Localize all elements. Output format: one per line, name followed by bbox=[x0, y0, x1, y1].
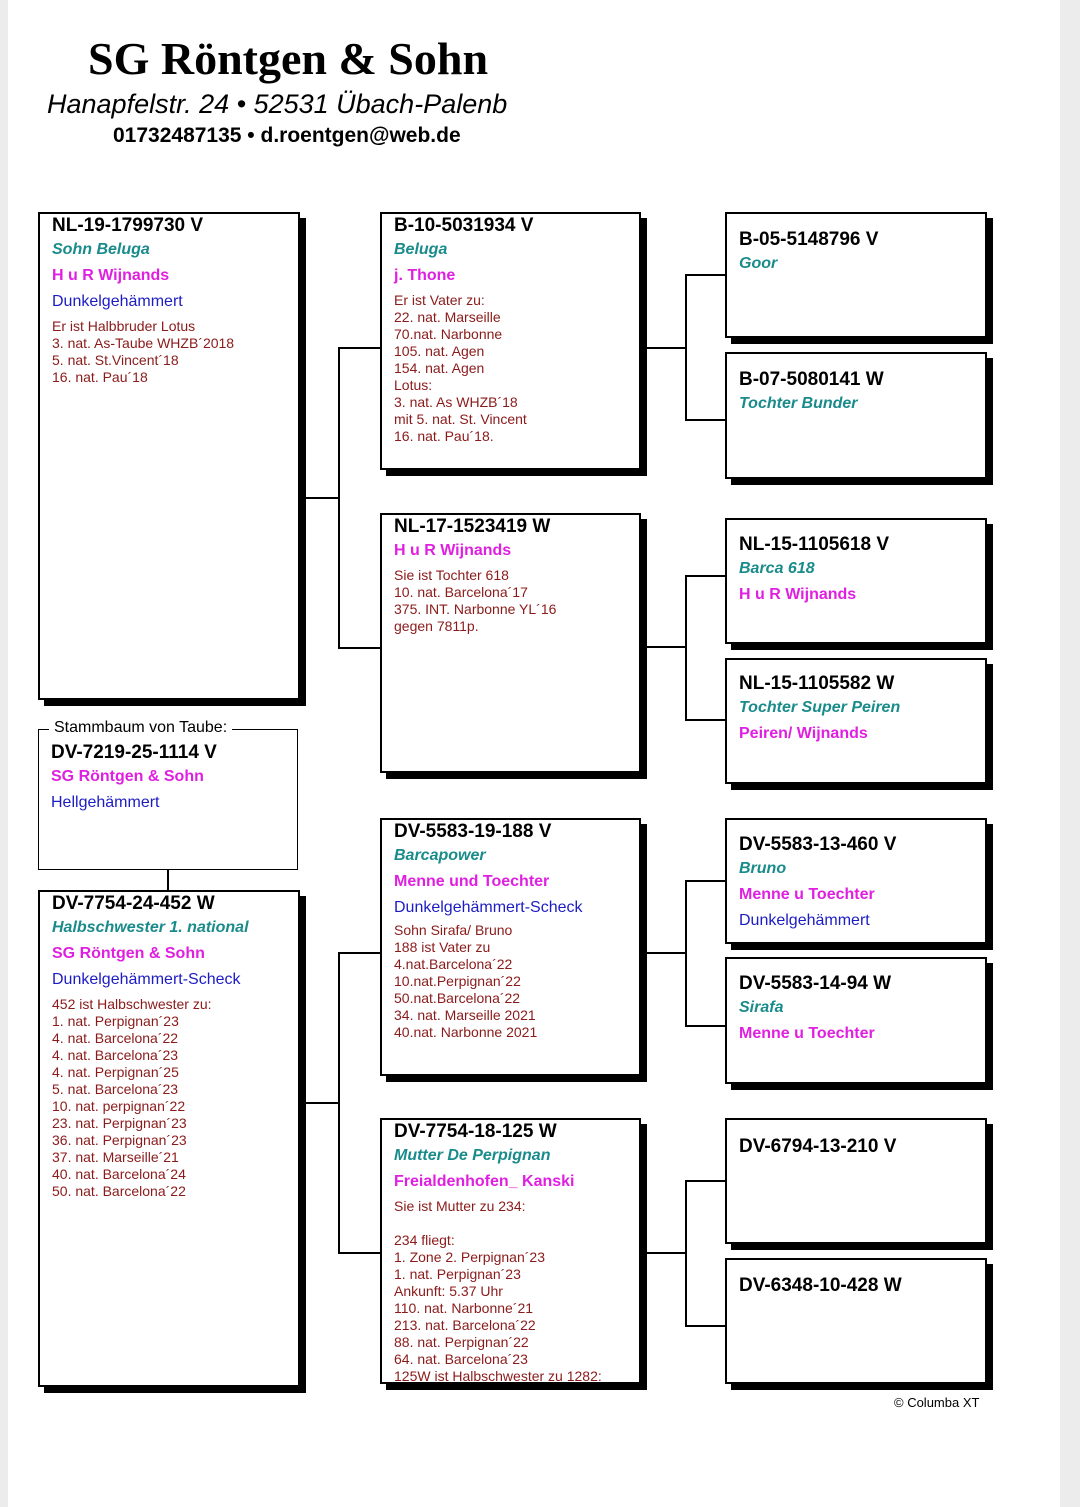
note-line: 3. nat. As-Taube WHZB´2018 bbox=[52, 335, 235, 351]
note-line: 64. nat. Barcelona´23 bbox=[394, 1351, 528, 1367]
ring-number: DV-6794-13-210 V bbox=[739, 1136, 897, 1157]
note-line: Er ist Vater zu: bbox=[394, 292, 485, 308]
ring-number: DV-7754-24-452 W bbox=[52, 893, 215, 914]
ring-number: DV-7754-18-125 W bbox=[394, 1121, 557, 1142]
connector-line bbox=[685, 880, 727, 882]
note-line: 70.nat. Narbonne bbox=[394, 326, 503, 342]
connector-line bbox=[685, 575, 727, 577]
note-line: Lotus: bbox=[394, 377, 433, 393]
note-line: 23. nat. Perpignan´23 bbox=[52, 1115, 187, 1131]
pigeon-box-mother-dam bbox=[380, 1118, 641, 1384]
connector-line bbox=[685, 1180, 727, 1182]
note-line bbox=[394, 1215, 639, 1232]
performance-notes bbox=[394, 292, 639, 445]
note-line: 88. nat. Perpignan´22 bbox=[394, 1334, 529, 1350]
pigeon-box-father bbox=[38, 212, 300, 700]
note-line: 5. nat. Barcelona´23 bbox=[52, 1081, 179, 1097]
pigeon-name: Tochter Bunder bbox=[739, 395, 858, 412]
performance-notes bbox=[394, 1198, 639, 1384]
connector-line bbox=[338, 347, 340, 648]
note-line: 375. INT. Narbonne YL´16 bbox=[394, 601, 557, 617]
note-line: 3. nat. As WHZB´18 bbox=[394, 394, 518, 410]
connector-line bbox=[685, 880, 687, 1026]
note-line: 4.nat.Barcelona´22 bbox=[394, 956, 513, 972]
connector-line bbox=[685, 1325, 727, 1327]
pigeon-name: Barca 618 bbox=[739, 560, 815, 577]
copyright: © Columba XT bbox=[894, 1395, 980, 1410]
ring-number: NL-15-1105618 V bbox=[739, 534, 889, 555]
note-line: 110. nat. Narbonne´21 bbox=[394, 1300, 534, 1316]
pigeon-box-father-sire bbox=[380, 212, 641, 470]
pigeon-box-fff bbox=[725, 212, 987, 338]
note-line: 16. nat. Pau´18. bbox=[394, 428, 494, 444]
connector-line bbox=[299, 497, 339, 499]
pigeon-name: Mutter De Perpignan bbox=[394, 1147, 551, 1164]
breeder: j. Thone bbox=[394, 267, 456, 284]
note-line: 1. Zone 2. Perpignan´23 bbox=[394, 1249, 545, 1265]
note-line: 50.nat.Barcelona´22 bbox=[394, 990, 521, 1006]
pigeon-name: Sirafa bbox=[739, 999, 784, 1016]
connector-line bbox=[640, 1252, 686, 1254]
note-line: 34. nat. Marseille 2021 bbox=[394, 1007, 536, 1023]
ring-number: NL-19-1799730 V bbox=[52, 215, 204, 236]
ring-number: NL-17-1523419 W bbox=[394, 516, 551, 537]
pigeon-box-subject bbox=[38, 729, 298, 870]
subject-label: Stammbaum von Taube: bbox=[49, 719, 232, 737]
breeder: Menne u Toechter bbox=[739, 1025, 875, 1042]
connector-line bbox=[685, 1180, 687, 1326]
note-line: 5. nat. St.Vincent´18 bbox=[52, 352, 179, 368]
pigeon-name: Barcapower bbox=[394, 847, 486, 864]
plumage-color: Dunkelgehämmert bbox=[739, 912, 870, 929]
connector-line bbox=[338, 347, 382, 349]
connector-line bbox=[640, 347, 686, 349]
note-line: Sie ist Mutter zu 234: bbox=[394, 1198, 526, 1214]
performance-notes bbox=[52, 318, 298, 386]
note-line: 10.nat.Perpignan´22 bbox=[394, 973, 521, 989]
connector-line bbox=[685, 274, 727, 276]
breeder: H u R Wijnands bbox=[394, 542, 512, 559]
note-line: 10. nat. Barcelona´17 bbox=[394, 584, 528, 600]
plumage-color: Dunkelgehämmert bbox=[52, 293, 183, 310]
note-line: 16. nat. Pau´18 bbox=[52, 369, 148, 385]
connector-line bbox=[685, 419, 727, 421]
note-line: Ankunft: 5.37 Uhr bbox=[394, 1283, 503, 1299]
performance-notes bbox=[52, 996, 298, 1200]
pigeon-name: Goor bbox=[739, 255, 778, 272]
breeder: Menne u Toechter bbox=[739, 886, 875, 903]
note-line: 50. nat. Barcelona´22 bbox=[52, 1183, 186, 1199]
pigeon-box-ffm bbox=[725, 352, 987, 479]
ring-number: B-10-5031934 V bbox=[394, 215, 534, 236]
ring-number: DV-5583-19-188 V bbox=[394, 821, 552, 842]
note-line: Er ist Halbbruder Lotus bbox=[52, 318, 196, 334]
note-line: 36. nat. Perpignan´23 bbox=[52, 1132, 187, 1148]
pigeon-name: Sohn Beluga bbox=[52, 241, 150, 258]
pigeon-box-mother-sire bbox=[380, 818, 641, 1076]
ring-number: B-07-5080141 W bbox=[739, 369, 884, 390]
pigeon-name: Beluga bbox=[394, 241, 448, 258]
note-line: 154. nat. Agen bbox=[394, 360, 485, 376]
ring-number: NL-15-1105582 W bbox=[739, 673, 895, 694]
connector-line bbox=[685, 575, 687, 720]
note-line: gegen 7811p. bbox=[394, 618, 479, 634]
pigeon-box-mff bbox=[725, 818, 987, 944]
note-line: 105. nat. Agen bbox=[394, 343, 485, 359]
note-line: 234 fliegt: bbox=[394, 1232, 455, 1248]
pigeon-box-fmm bbox=[725, 658, 987, 784]
connector-line bbox=[685, 719, 727, 721]
ring-number: B-05-5148796 V bbox=[739, 229, 879, 250]
connector-line bbox=[338, 1252, 382, 1254]
breeder: Menne und Toechter bbox=[394, 873, 550, 890]
note-line: 188 ist Vater zu bbox=[394, 939, 491, 955]
breeder-address: Hanapfelstr. 24 • 52531 Übach-Palenb bbox=[47, 89, 508, 119]
note-line: Sie ist Tochter 618 bbox=[394, 567, 509, 583]
note-line: 10. nat. perpignan´22 bbox=[52, 1098, 186, 1114]
pigeon-name: Tochter Super Peiren bbox=[739, 699, 901, 716]
connector-line bbox=[685, 274, 687, 420]
note-line: Sohn Sirafa/ Bruno bbox=[394, 922, 513, 938]
note-line: 40.nat. Narbonne 2021 bbox=[394, 1024, 538, 1040]
note-line: 1. nat. Perpignan´23 bbox=[394, 1266, 521, 1282]
pigeon-name: Bruno bbox=[739, 860, 787, 877]
ring-number: DV-5583-14-94 W bbox=[739, 973, 892, 994]
pigeon-box-mfm bbox=[725, 957, 987, 1084]
pigeon-box-fmf bbox=[725, 518, 987, 644]
note-line: 213. nat. Barcelona´22 bbox=[394, 1317, 536, 1333]
pigeon-box-mmf bbox=[725, 1118, 987, 1244]
connector-line bbox=[640, 952, 686, 954]
plumage-color: Hellgehämmert bbox=[51, 794, 160, 811]
connector-line bbox=[338, 952, 340, 1253]
note-line: 452 ist Halbschwester zu: bbox=[52, 996, 212, 1012]
note-line: 125W ist Halbschwester zu 1282: bbox=[394, 1368, 602, 1384]
breeder: SG Röntgen & Sohn bbox=[51, 768, 204, 785]
breeder: SG Röntgen & Sohn bbox=[52, 945, 205, 962]
note-line: 22. nat. Marseille bbox=[394, 309, 501, 325]
connector-line bbox=[299, 1102, 339, 1104]
note-line: 37. nat. Marseille´21 bbox=[52, 1149, 179, 1165]
connector-line bbox=[338, 952, 382, 954]
ring-number: DV-5583-13-460 V bbox=[739, 834, 897, 855]
pigeon-box-mmm bbox=[725, 1258, 987, 1384]
breeder: H u R Wijnands bbox=[739, 586, 857, 603]
breeder-contact: 01732487135 • d.roentgen@web.de bbox=[113, 124, 461, 147]
performance-notes bbox=[394, 922, 639, 1041]
breeder: Freialdenhofen_ Kanski bbox=[394, 1173, 575, 1190]
breeder: Peiren/ Wijnands bbox=[739, 725, 868, 742]
connector-line bbox=[685, 1025, 727, 1027]
ring-number: DV-7219-25-1114 V bbox=[51, 742, 217, 763]
breeder: H u R Wijnands bbox=[52, 267, 170, 284]
note-line: 1. nat. Perpignan´23 bbox=[52, 1013, 179, 1029]
breeder-name: SG Röntgen & Sohn bbox=[88, 33, 489, 84]
plumage-color: Dunkelgehämmert-Scheck bbox=[52, 971, 241, 988]
pigeon-name: Halbschwester 1. national bbox=[52, 919, 249, 936]
pigeon-box-mother bbox=[38, 890, 300, 1387]
connector-line bbox=[167, 869, 169, 891]
note-line: 4. nat. Barcelona´23 bbox=[52, 1047, 179, 1063]
plumage-color: Dunkelgehämmert-Scheck bbox=[394, 899, 583, 916]
note-line: 40. nat. Barcelona´24 bbox=[52, 1166, 186, 1182]
note-line: 4. nat. Perpignan´25 bbox=[52, 1064, 179, 1080]
note-line: 4. nat. Barcelona´22 bbox=[52, 1030, 179, 1046]
connector-line bbox=[338, 647, 382, 649]
performance-notes bbox=[394, 567, 639, 635]
connector-line bbox=[640, 646, 686, 648]
ring-number: DV-6348-10-428 W bbox=[739, 1275, 902, 1296]
note-line: mit 5. nat. St. Vincent bbox=[394, 411, 527, 427]
pigeon-box-father-dam bbox=[380, 513, 641, 773]
